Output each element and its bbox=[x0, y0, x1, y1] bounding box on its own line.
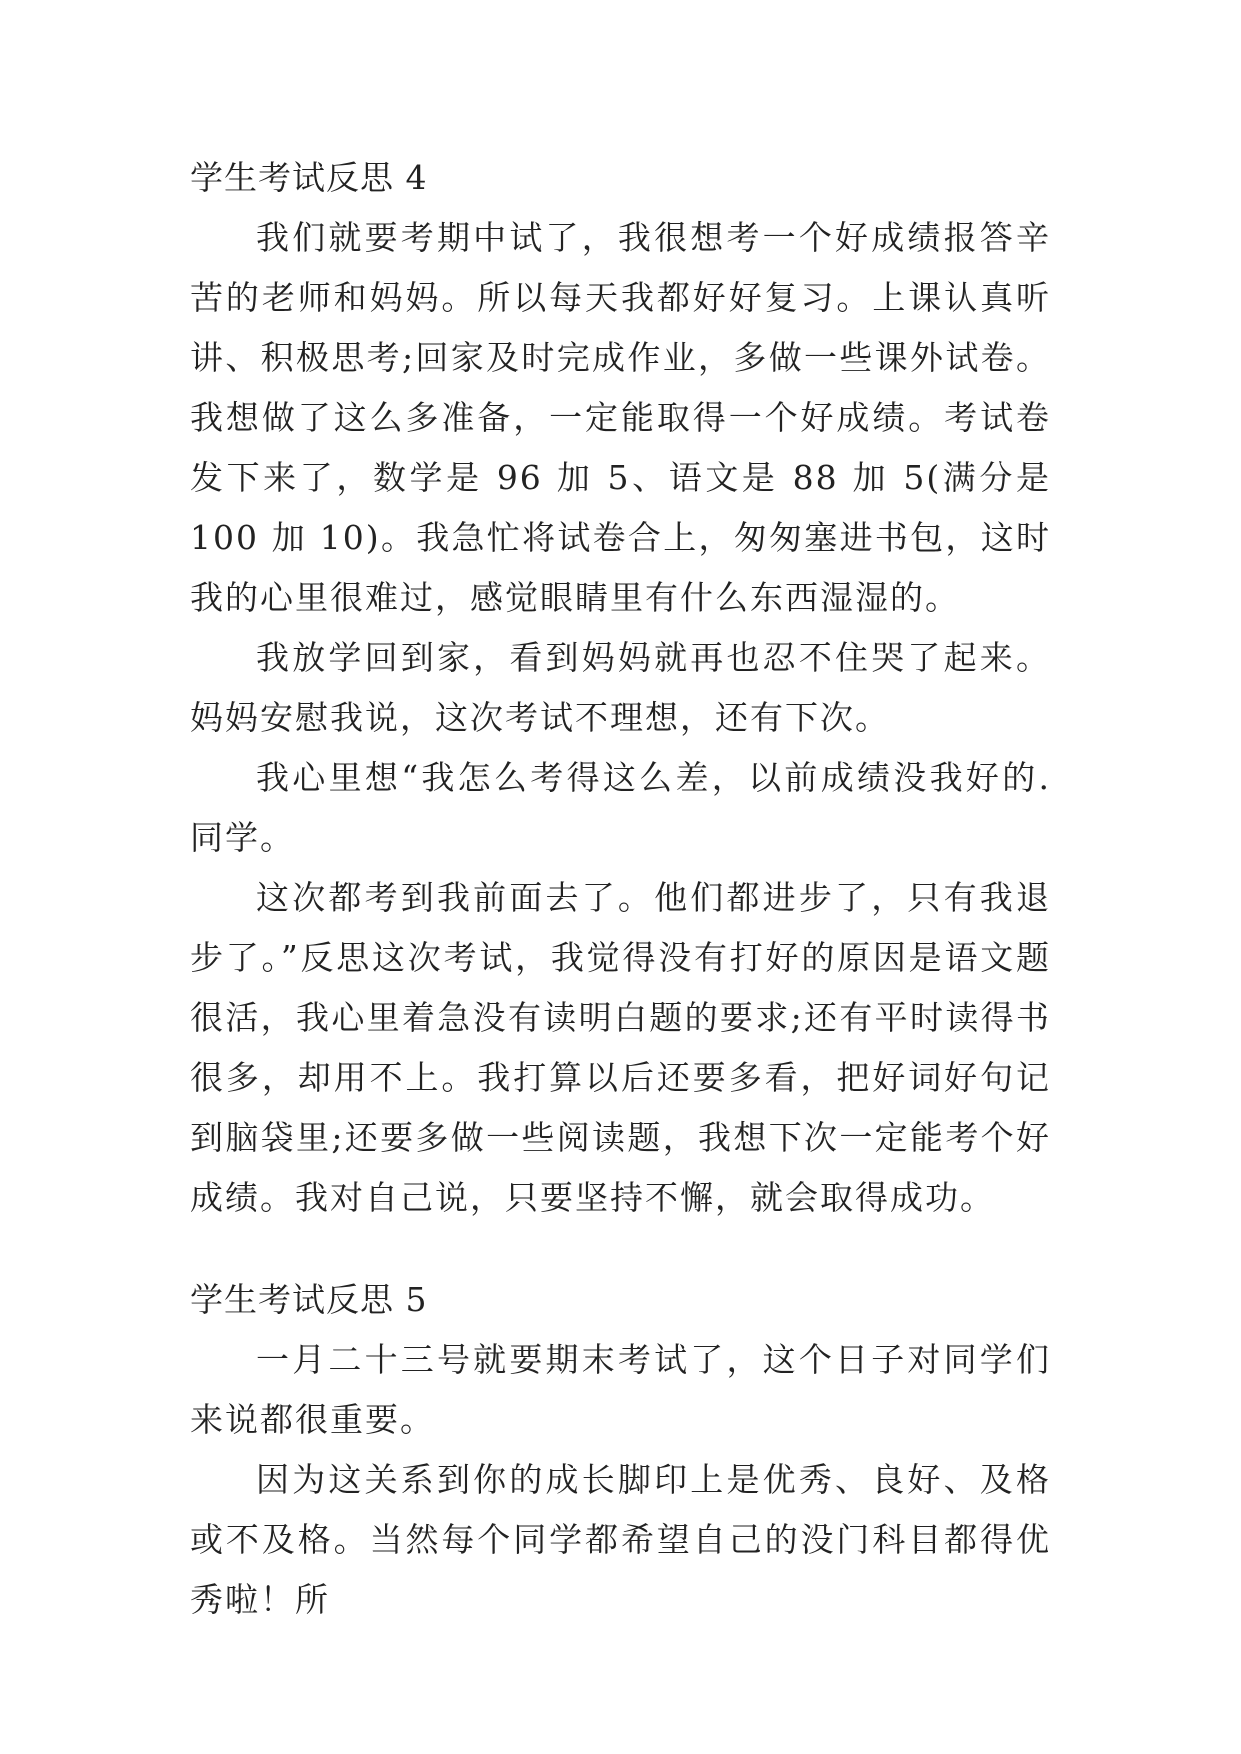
document-page bbox=[190, 148, 1051, 1630]
paragraph: 我们就要考期中试了，我很想考一个好成绩报答辛苦的老师和妈妈。所以每天我都好好复习。上课认真听讲、积极思考;回家及时完成作业，多做一些课外试卷。我想做了这么多准备，一定能取得一个好成绩。考试卷发下来了，数学是 96 加 5、语文是 88 加 5(满分是 100 加 10)。我急忙将试卷合上，匆匆塞进书包，这时我的心里很难过，感觉眼睛里有什么东西湿湿的。 bbox=[190, 218, 1051, 617]
paragraph: 我心里想“我怎么考得这么差，以前成绩没我好的.同学。 bbox=[190, 758, 1051, 857]
section-4 bbox=[190, 148, 1051, 1228]
section-divider bbox=[190, 1228, 1051, 1270]
section-title: 学生考试反思 4 bbox=[190, 158, 428, 197]
paragraph: 我放学回到家，看到妈妈就再也忍不住哭了起来。妈妈安慰我说，这次考试不理想，还有下次。 bbox=[190, 638, 1051, 737]
paragraph: 这次都考到我前面去了。他们都进步了，只有我退步了。”反思这次考试，我觉得没有打好的原因是语文题很活，我心里着急没有读明白题的要求;还有平时读得书很多，却用不上。我打算以后还要多看，把好词好句记到脑袋里;还要多做一些阅读题，我想下次一定能考个好成绩。我对自己说，只要坚持不懈，就会取得成功。 bbox=[190, 878, 1051, 1217]
paragraph: 因为这关系到你的成长脚印上是优秀、良好、及格或不及格。当然每个同学都希望自己的没门科目都得优秀啦！所 bbox=[190, 1460, 1051, 1619]
section-title: 学生考试反思 5 bbox=[190, 1280, 428, 1319]
section-5 bbox=[190, 1270, 1051, 1630]
paragraph: 一月二十三号就要期末考试了，这个日子对同学们来说都很重要。 bbox=[190, 1340, 1051, 1439]
